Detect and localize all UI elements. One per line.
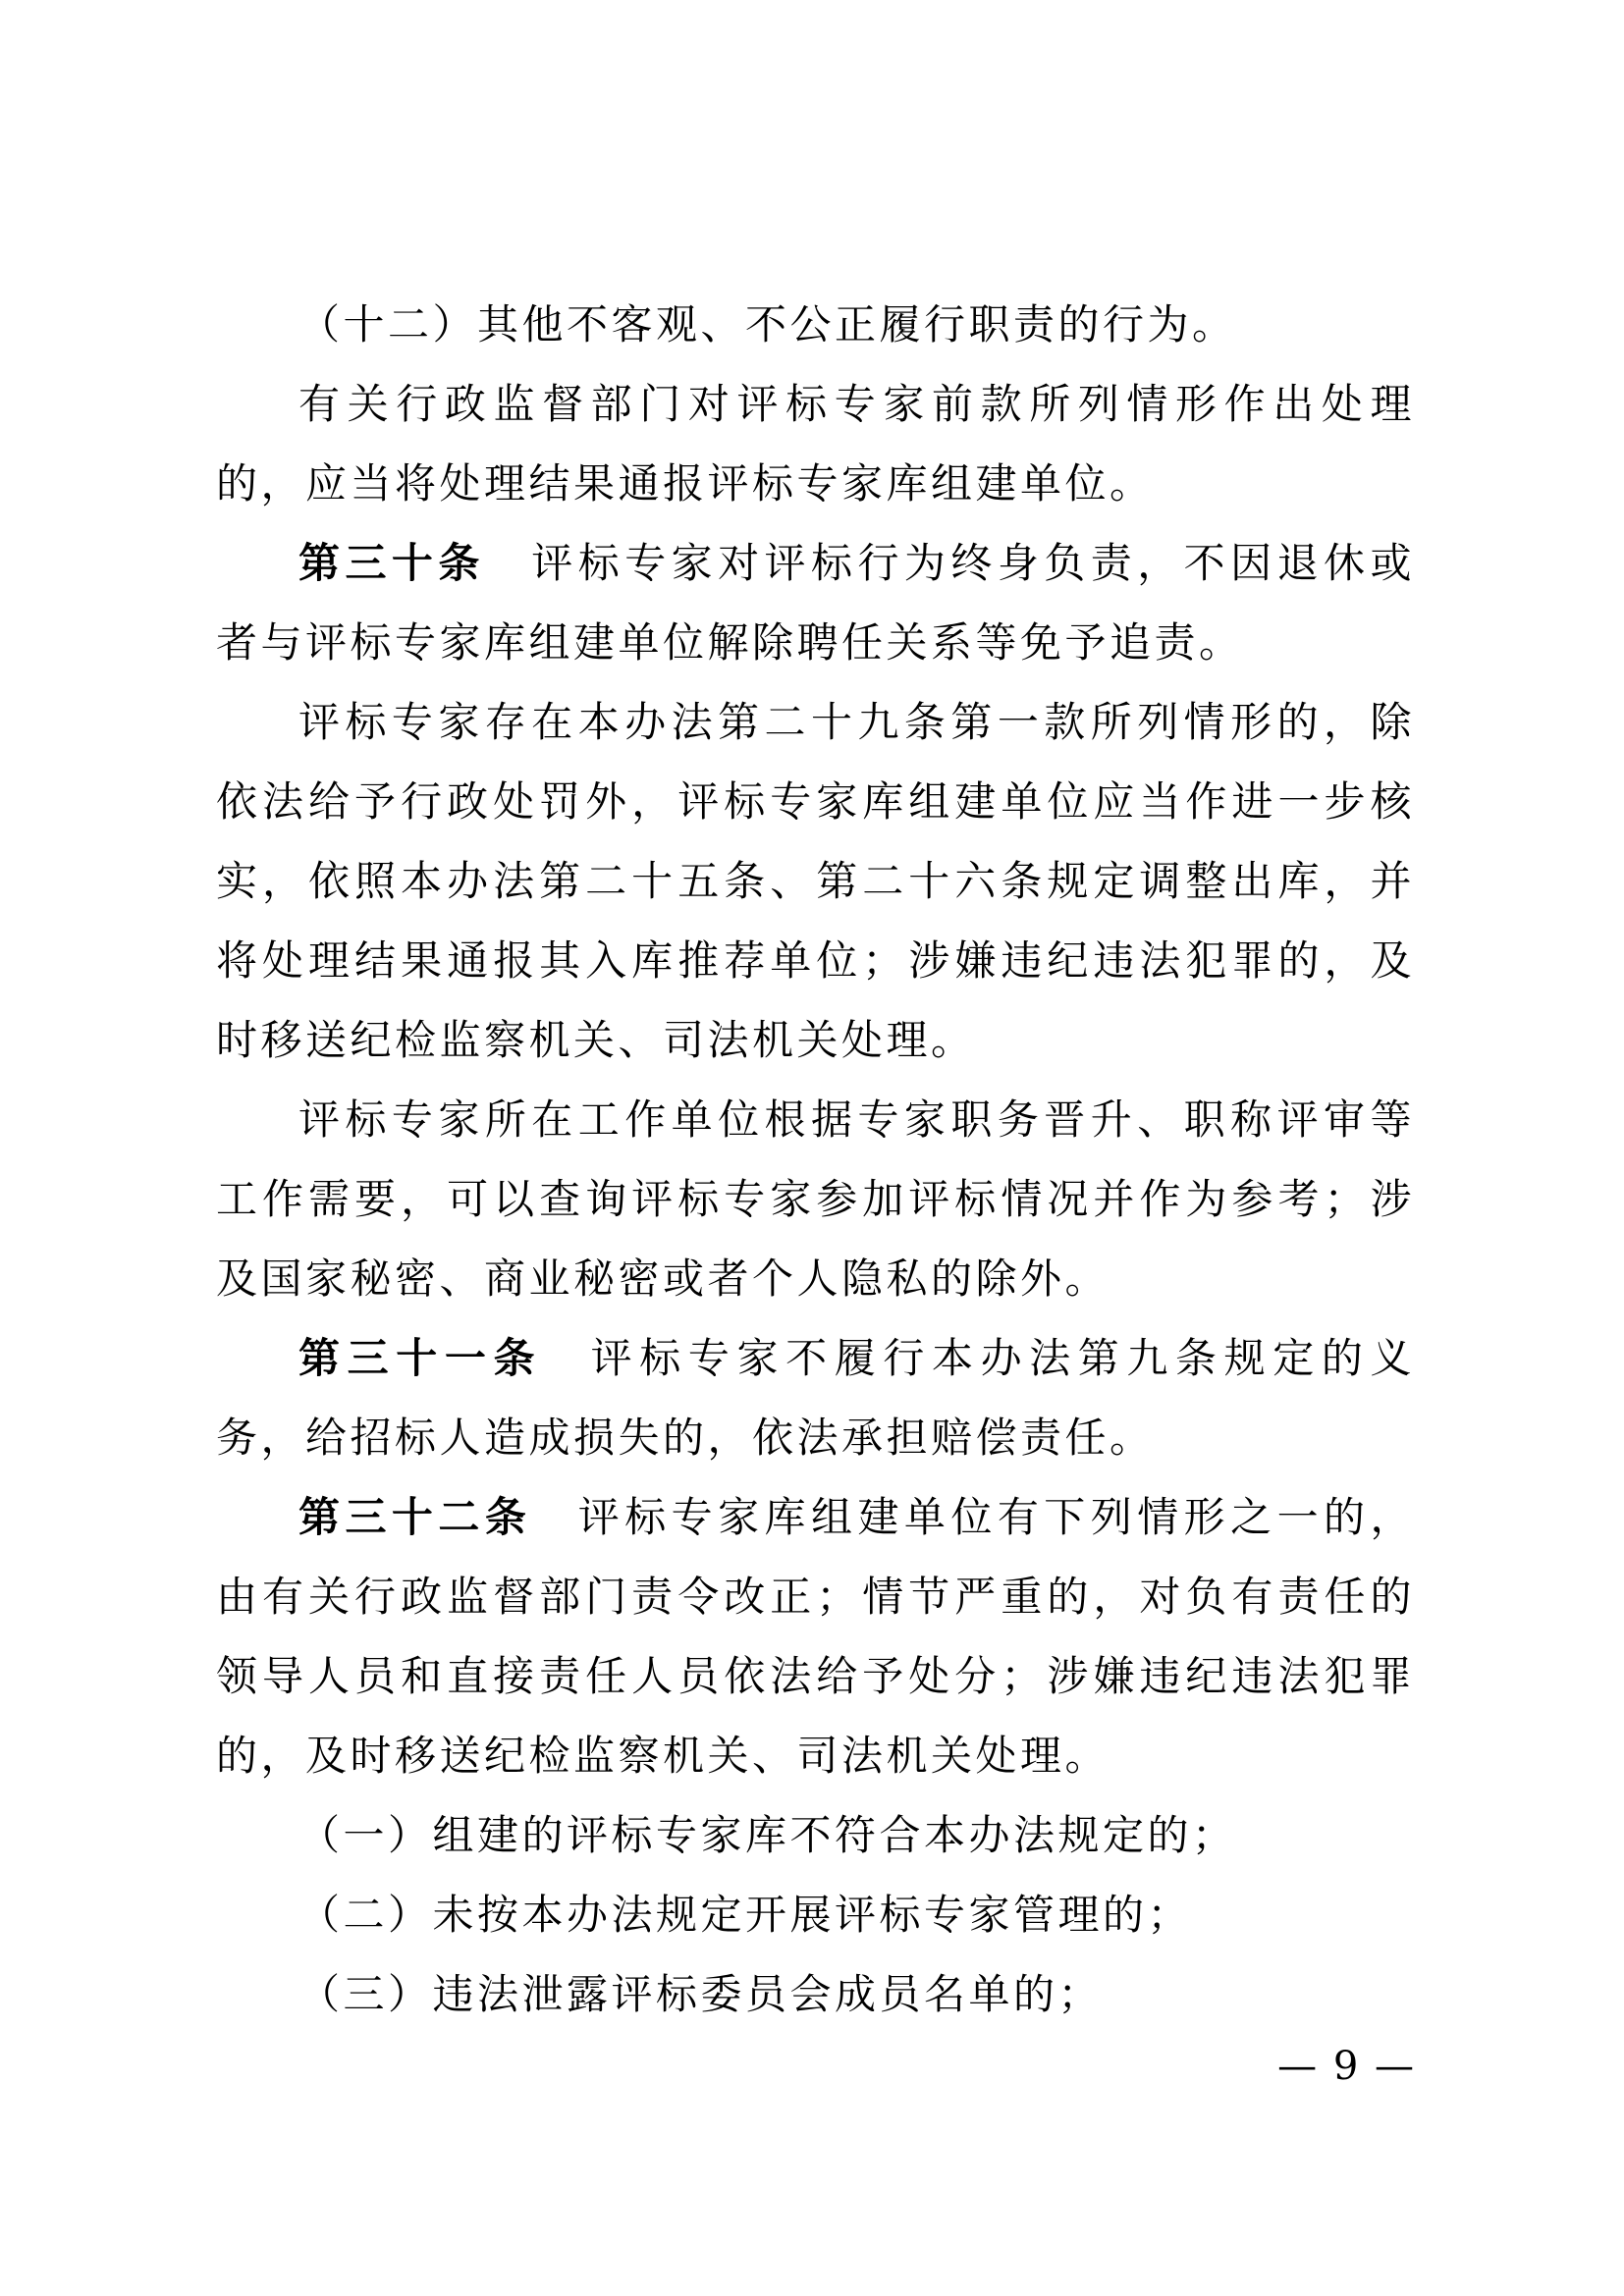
paragraph-article-31 [216,1318,1415,1477]
list-item [216,1875,1415,1954]
paragraph-article-32 [216,1477,1415,1795]
paragraph-text: 有关行政监督部门对评标专家前款所列情形作出处理的，应当将处理结果通报评标专家库组建单位。 [216,380,1415,507]
paragraph-text: 评标专家库组建单位有下列情形之一的，由有关行政监督部门责令改正；情节严重的，对负有责任的领导人员和直接责任人员依法给予处分；涉嫌违纪违法犯罪的，及时移送纪检监察机关、司法机关处理。 [216,1493,1415,1780]
paragraph-article-30 [216,523,1415,682]
paragraph-text: 评标专家所在工作单位根据专家职务晋升、职称评审等工作需要，可以查询评标专家参加评标情况并作为参考；涉及国家秘密、商业秘密或者个人隐私的除外。 [216,1095,1415,1303]
page-number: — 9 — [1277,2044,1416,2089]
document-body [216,285,1415,2034]
paragraph [216,364,1415,523]
paragraph-text: 评标专家对评标行为终身负责，不因退休或者与评标专家库组建单位解除聘任关系等免予追责。 [216,539,1415,667]
paragraph-text: 评标专家存在本办法第二十九条第一款所列情形的，除依法给予行政处罚外，评标专家库组建单位应当作进一步核实，依照本办法第二十五条、第二十六条规定调整出库，并将处理结果通报其入库推荐单位；涉嫌违纪违法犯罪的，及时移送纪检监察机关、司法机关处理。 [216,698,1415,1064]
article-number: 第三十条 [298,539,485,587]
paragraph-text: （三）违法泄露评标委员会成员名单的； [298,1970,1104,2018]
paragraph [216,285,1415,364]
paragraph [216,682,1415,1080]
paragraph-text: 评标专家不履行本办法第九条规定的义务，给招标人造成损失的，依法承担赔偿责任。 [216,1334,1415,1462]
paragraph [216,1080,1415,1318]
list-item [216,1795,1415,1875]
article-number: 第三十一条 [298,1334,543,1382]
article-number: 第三十二条 [298,1493,532,1541]
paragraph-text: （一）组建的评标专家库不符合本办法规定的； [298,1811,1237,1859]
paragraph-text: （十二）其他不客观、不公正履行职责的行为。 [298,300,1237,348]
list-item [216,1954,1415,2034]
paragraph-text: （二）未按本办法规定开展评标专家管理的； [298,1891,1193,1939]
